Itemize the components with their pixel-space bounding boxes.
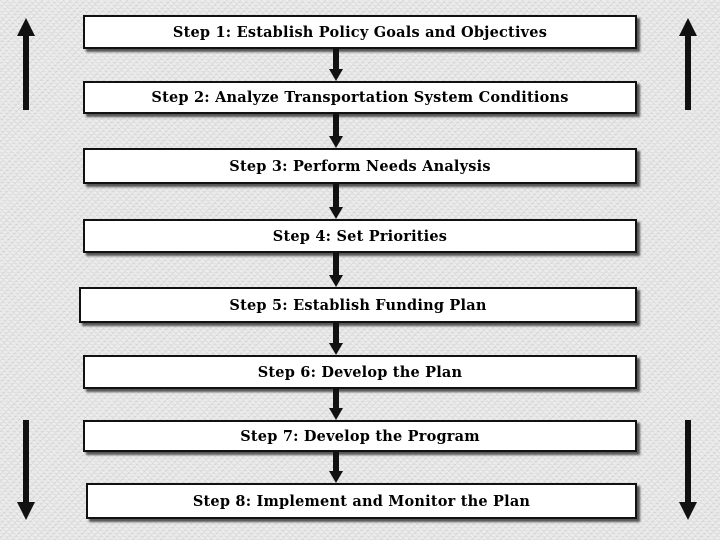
step-8-label: Step 8: Implement and Monitor the Plan bbox=[192, 492, 531, 510]
step-7-label: Step 7: Develop the Program bbox=[240, 427, 480, 445]
step-1-label: Step 1: Establish Policy Goals and Objectives bbox=[172, 23, 548, 41]
step-5-label: Step 5: Establish Funding Plan bbox=[229, 296, 487, 314]
down-arrow-icon bbox=[329, 184, 343, 219]
down-arrow-icon bbox=[329, 389, 343, 420]
down-arrow-icon bbox=[329, 253, 343, 287]
step-6-label: Step 6: Develop the Plan bbox=[257, 363, 463, 381]
step-5-box bbox=[79, 287, 637, 323]
step-3-label: Step 3: Perform Needs Analysis bbox=[229, 157, 491, 175]
step-4-box bbox=[83, 219, 637, 253]
step-3-box bbox=[83, 148, 637, 184]
up-arrow-right-icon bbox=[679, 18, 697, 110]
down-arrow-left-icon bbox=[17, 420, 35, 520]
down-arrow-icon bbox=[329, 452, 343, 483]
step-2-box bbox=[83, 81, 637, 114]
step-8-box bbox=[86, 483, 637, 519]
up-arrow-left-icon bbox=[17, 18, 35, 110]
down-arrow-right-icon bbox=[679, 420, 697, 520]
step-4-label: Step 4: Set Priorities bbox=[272, 227, 448, 245]
step-7-box bbox=[83, 420, 637, 452]
down-arrow-icon bbox=[329, 114, 343, 148]
step-2-label: Step 2: Analyze Transportation System Conditions bbox=[151, 89, 569, 106]
down-arrow-icon bbox=[329, 49, 343, 81]
step-1-box bbox=[83, 15, 637, 49]
down-arrow-icon bbox=[329, 323, 343, 355]
step-6-box bbox=[83, 355, 637, 389]
